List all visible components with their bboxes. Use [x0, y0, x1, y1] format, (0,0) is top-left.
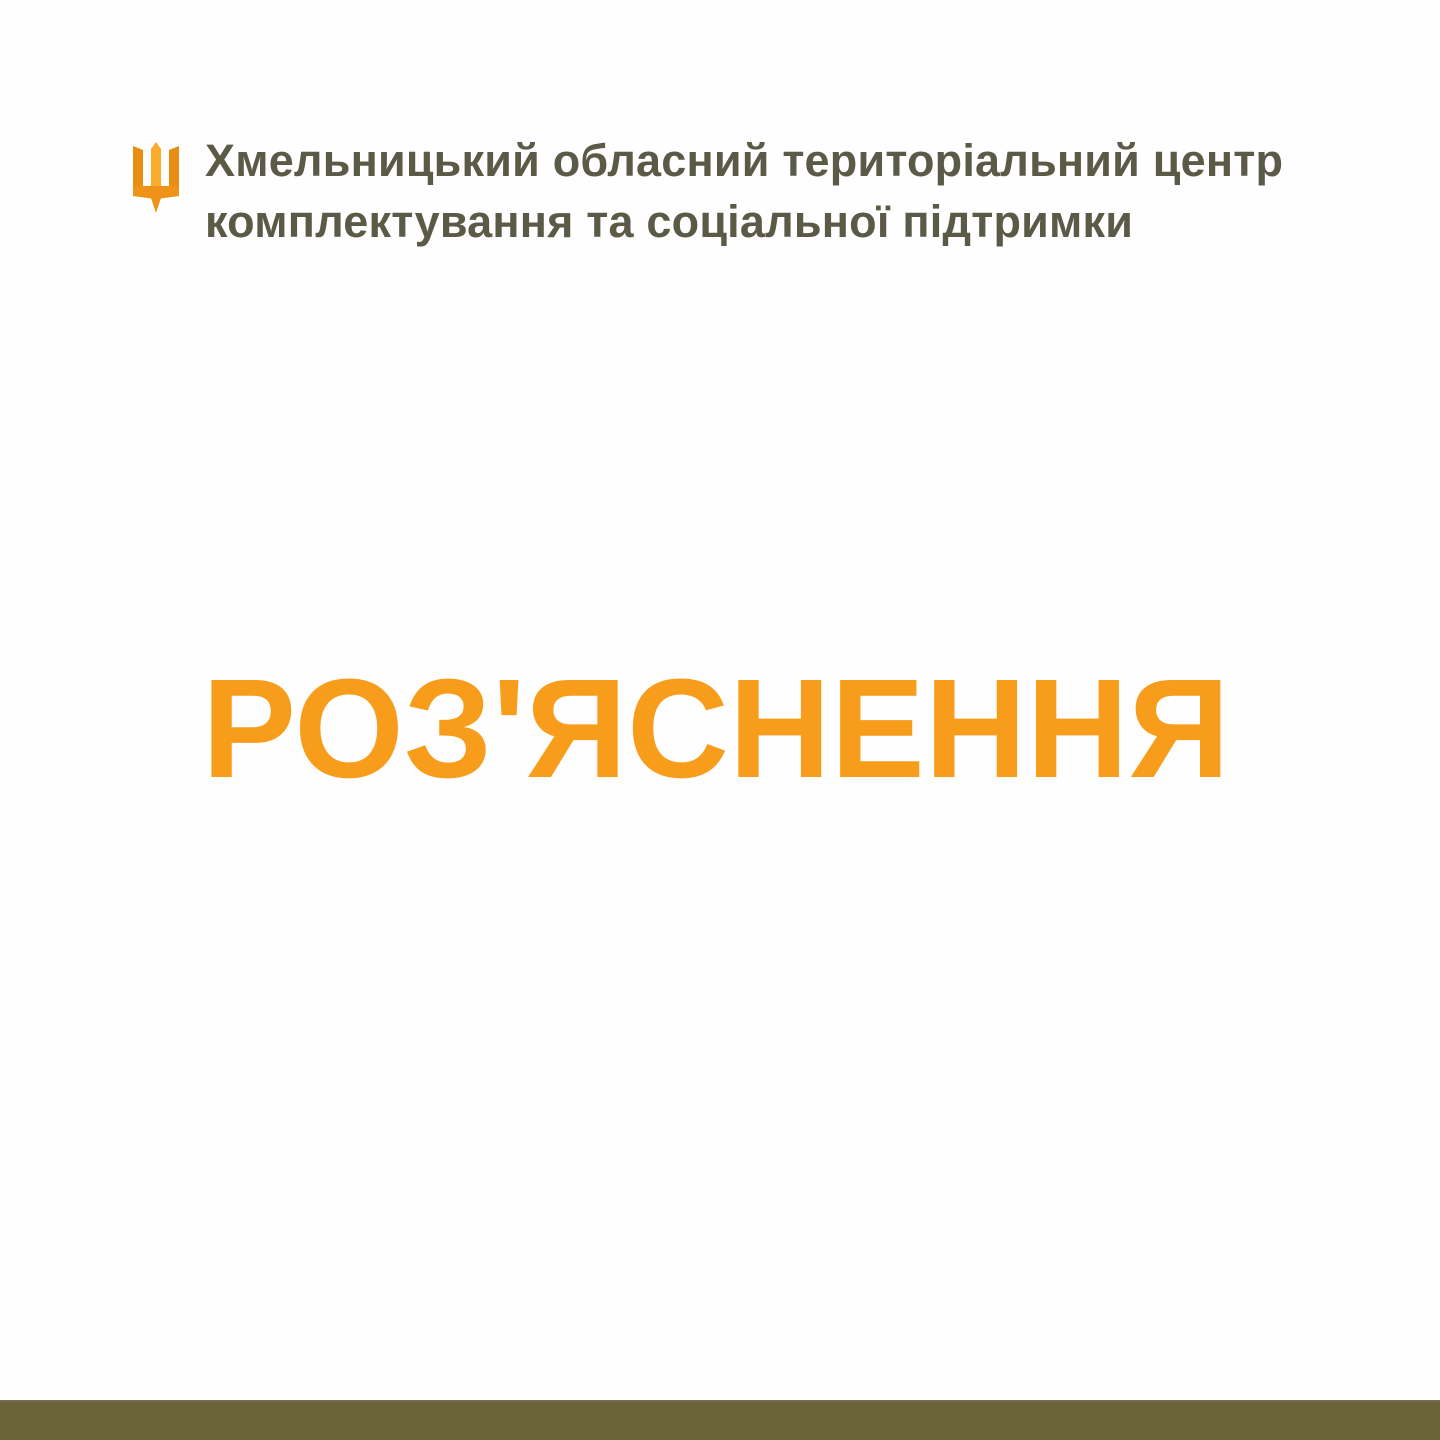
- footer-bar: [0, 1400, 1440, 1440]
- org-name-line-1: Хмельницький обласний територіальний центр: [205, 135, 1284, 186]
- org-name-line-2: комплектування та соціальної підтримки: [205, 196, 1134, 247]
- header: [132, 130, 1283, 252]
- ukraine-trident-icon: [132, 140, 180, 214]
- page-title: РОЗ'ЯСНЕННЯ: [202, 649, 1230, 807]
- org-name: [205, 130, 1283, 252]
